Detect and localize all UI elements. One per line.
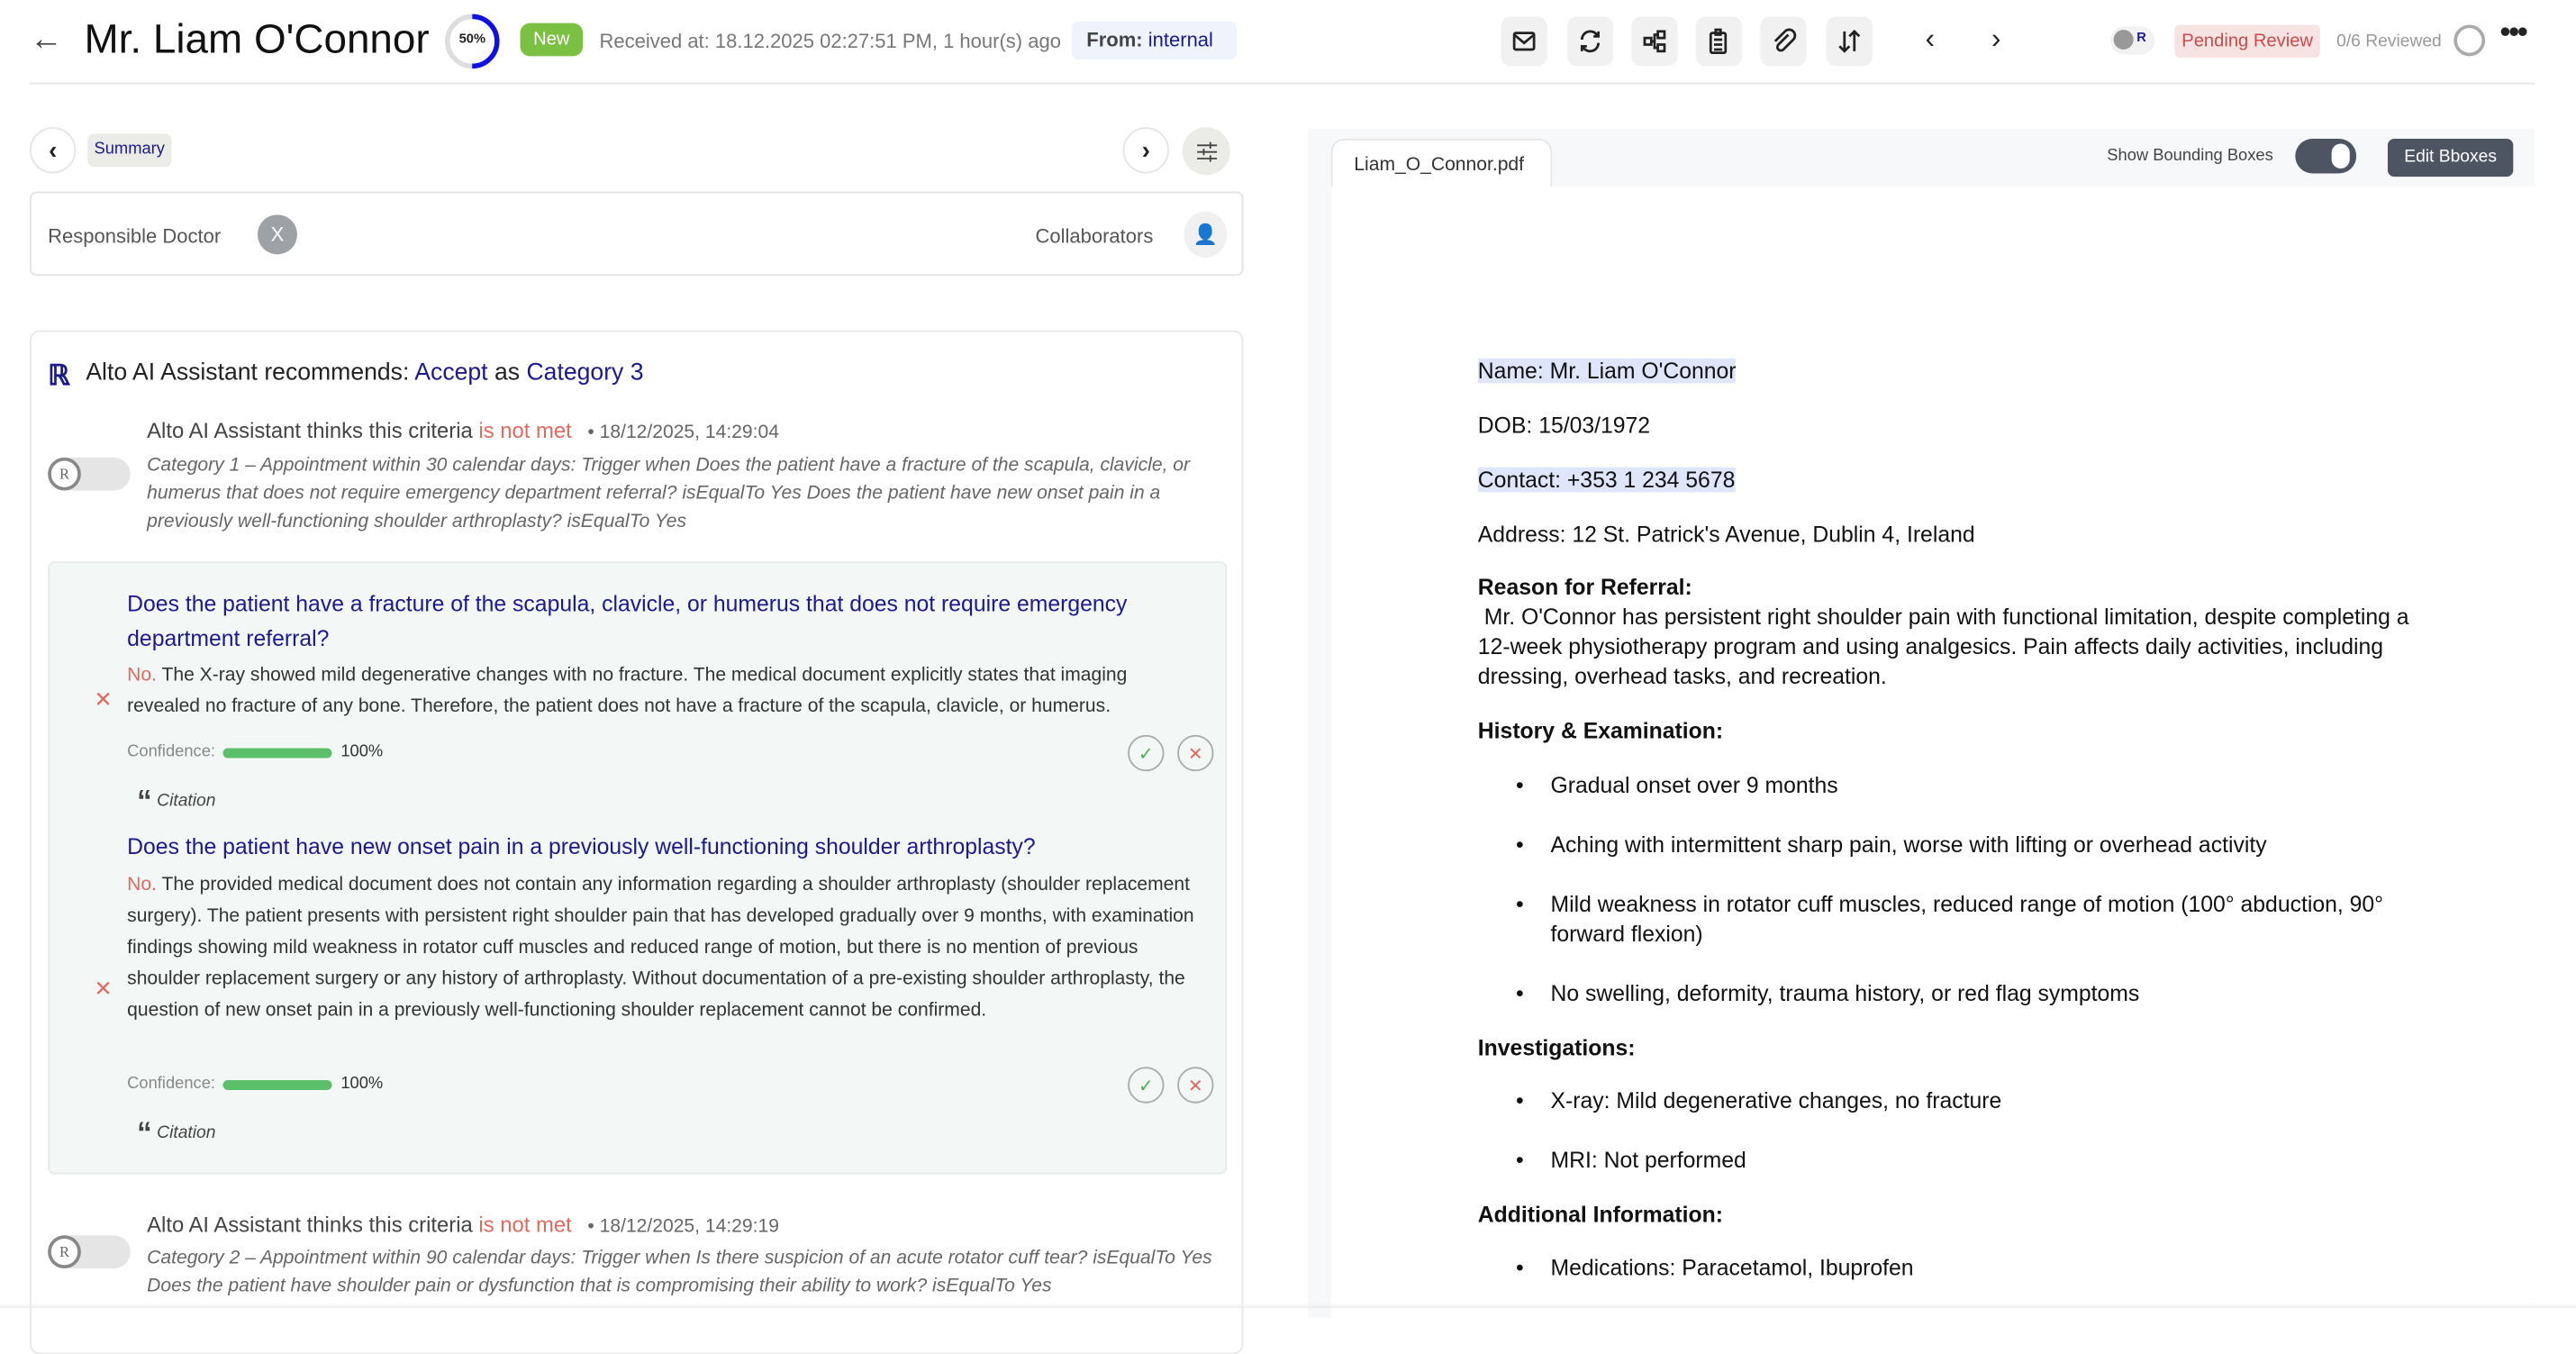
criteria-header: Alto AI Assistant thinks this criteria is not met • 18/12/2025, 14:29:19 xyxy=(147,1212,779,1238)
doc-reason: Mr. O'Connor has persistent right shoulder pain with functional limitation, despite completing a 12-week physiotherapy program and using analgesics. Pain affects daily activities, including dressing, overhead tasks, and recreation. xyxy=(1477,604,2416,689)
question-title: Does the patient have a fracture of the scapula, clavicle, or humerus that does not require emergency department referral? xyxy=(127,591,1128,651)
citation-link[interactable]: “ Citation xyxy=(137,1116,216,1150)
filter-button[interactable] xyxy=(1183,127,1230,175)
collaborators-label: Collaborators xyxy=(1035,224,1154,248)
edit-bboxes-button[interactable]: Edit Bboxes xyxy=(2388,139,2513,177)
approve-button[interactable]: ✓ xyxy=(1128,735,1164,771)
approve-button[interactable]: ✓ xyxy=(1128,1067,1164,1103)
review-complete-circle[interactable] xyxy=(2454,24,2485,56)
refresh-button[interactable] xyxy=(1567,16,1613,66)
paperclip-icon xyxy=(1770,28,1796,54)
questions-panel xyxy=(48,561,1227,1174)
doc-name: Name: Mr. Liam O'Connor xyxy=(1477,358,1737,384)
question-title: Does the patient have new onset pain in a previously well-functioning shoulder arthroplasty? xyxy=(127,833,1036,859)
quote-icon: “ xyxy=(137,784,152,818)
next-section-button[interactable]: › xyxy=(1123,127,1169,173)
fail-x-icon: ✕ xyxy=(94,686,113,713)
doc-investigations-heading: Investigations: xyxy=(1477,1035,1636,1060)
criteria-header: Alto AI Assistant thinks this criteria is not met • 18/12/2025, 14:29:04 xyxy=(147,417,779,443)
fail-x-icon: ✕ xyxy=(94,976,113,1001)
sort-button[interactable] xyxy=(1827,16,1873,66)
doc-address: Address: 12 St. Patrick's Avenue, Dublin 4, Ireland xyxy=(1477,522,1975,547)
clipboard-icon xyxy=(1706,28,1732,54)
reviewed-count: 0/6 Reviewed xyxy=(2336,31,2442,51)
recommendation-text: Alto AI Assistant recommends: Accept as Category 3 xyxy=(86,359,644,386)
more-options-icon[interactable]: ••• xyxy=(2499,14,2526,49)
quote-icon: “ xyxy=(137,1116,152,1150)
next-record-icon[interactable]: › xyxy=(1991,23,2001,55)
criteria-description: Category 1 – Appointment within 30 calendar days: Trigger when Does the patient have a fracture of the scapula, clavicle, or humerus that does not require emergency department referral? isEqualTo Yes Does the patient have new onset pain in a previously well-functioning shoulder arthroplasty? isEqualTo Yes xyxy=(147,455,1191,532)
share-icon xyxy=(1641,28,1667,54)
file-tab[interactable]: Liam_O_Connor.pdf xyxy=(1331,139,1553,188)
doc-reason-heading: Reason for Referral: xyxy=(1477,574,1692,600)
confidence: Confidence: 100% xyxy=(127,742,384,762)
answer-explanation: No. The provided medical document does not contain any information regarding a shoulder arthroplasty (shoulder replacement surgery). The patient presents with persistent right shoulder pain that has developed gradually over 9 months, with examination findings showing mild weakness in rotator cuff muscles and reduced range of motion, but there is no mention of previous shoulder replacement surgery or any history of arthroplasty. Without documentation of a pre-existing shoulder arthroplasty, the question of new onset pain in a previously well-functioning shoulder replacement cannot be confirmed. xyxy=(127,875,1194,1021)
add-collaborator-button[interactable]: 👤 xyxy=(1184,212,1227,258)
reject-button[interactable]: ✕ xyxy=(1177,735,1213,771)
show-bounding-boxes-toggle[interactable] xyxy=(2295,139,2356,173)
page-title: Mr. Liam O'Connor xyxy=(84,16,430,63)
show-bounding-boxes-label: Show Bounding Boxes xyxy=(2107,147,2273,166)
answer-explanation: No. The X-ray showed mild degenerative changes with no fracture. The medical document explicitly states that imaging revealed no fracture of any bone. Therefore, the patient does not have a fracture of the scapula, clavicle, or humerus. xyxy=(127,665,1128,717)
summary-chip[interactable]: Summary xyxy=(87,133,171,167)
confidence-bar xyxy=(223,1079,332,1089)
confidence: Confidence: 100% xyxy=(127,1075,384,1094)
refresh-icon xyxy=(1577,28,1603,54)
doc-dob: DOB: 15/03/1972 xyxy=(1477,413,1651,438)
reject-button[interactable]: ✕ xyxy=(1177,1067,1213,1103)
doc-list-item: • Gradual onset over 9 months xyxy=(1516,771,1838,801)
criteria-toggle[interactable] xyxy=(48,1235,131,1268)
bottom-fade xyxy=(0,1303,2576,1307)
doc-list-item: • Aching with intermittent sharp pain, worse with lifting or overhead activity xyxy=(1516,831,2267,860)
criteria-description: Category 2 – Appointment within 90 calendar days: Trigger when Is there suspicion of an acute rotator cuff tear? isEqualTo Yes Does the patient have shoulder pain or dysfunction that is compromising their ability to work? isEqualTo Yes xyxy=(147,1248,1212,1297)
alto-logo-icon: R xyxy=(48,458,81,491)
previous-record-icon[interactable]: ‹ xyxy=(1925,23,1936,55)
ai-toggle[interactable]: R xyxy=(2110,26,2154,54)
status-badge: New xyxy=(520,23,583,57)
back-arrow-icon[interactable]: ← xyxy=(29,21,63,59)
alto-logo-icon: ℝ xyxy=(48,359,70,392)
doc-list-item: • Medications: Paracetamol, Ibuprofen xyxy=(1516,1253,1914,1283)
share-button[interactable] xyxy=(1631,16,1677,66)
received-text: Received at: 18.12.2025 02:27:51 PM, 1 hour(s) ago xyxy=(599,29,1061,53)
ai-recommendation-card xyxy=(30,331,1243,1354)
review-status-badge: Pending Review xyxy=(2174,24,2319,58)
doctor-avatar[interactable]: X xyxy=(258,214,297,254)
sort-icon xyxy=(1837,28,1863,54)
mail-button[interactable] xyxy=(1501,16,1547,66)
confidence-bar xyxy=(223,748,332,758)
mail-icon xyxy=(1510,28,1537,54)
previous-section-button[interactable]: ‹ xyxy=(30,127,76,173)
responsible-doctor-label: Responsible Doctor xyxy=(48,224,222,248)
citation-link[interactable]: “ Citation xyxy=(137,784,216,818)
progress-ring: 50% xyxy=(444,14,500,69)
doc-additional-heading: Additional Information: xyxy=(1477,1202,1724,1228)
doc-list-item: • Mild weakness in rotator cuff muscles, reduced range of motion (100° abduction, 90° forward flexion) xyxy=(1516,890,2441,950)
doctor-card xyxy=(30,192,1243,276)
criteria-toggle[interactable] xyxy=(48,458,131,491)
from-badge: From: internal xyxy=(1072,22,1237,59)
doc-list-item: • MRI: Not performed xyxy=(1516,1146,1746,1176)
alto-logo-icon: R xyxy=(48,1235,81,1268)
attachment-button[interactable] xyxy=(1760,16,1806,66)
doc-list-item: • X-ray: Mild degenerative changes, no fracture xyxy=(1516,1086,2001,1116)
header-divider xyxy=(30,83,2535,85)
doc-contact: Contact: +353 1 234 5678 xyxy=(1477,467,1736,493)
sliders-icon xyxy=(1194,140,1218,163)
clipboard-button[interactable] xyxy=(1696,16,1742,66)
doc-history-heading: History & Examination: xyxy=(1477,718,1724,743)
doc-list-item: • No swelling, deformity, trauma history, or red flag symptoms xyxy=(1516,979,2139,1009)
